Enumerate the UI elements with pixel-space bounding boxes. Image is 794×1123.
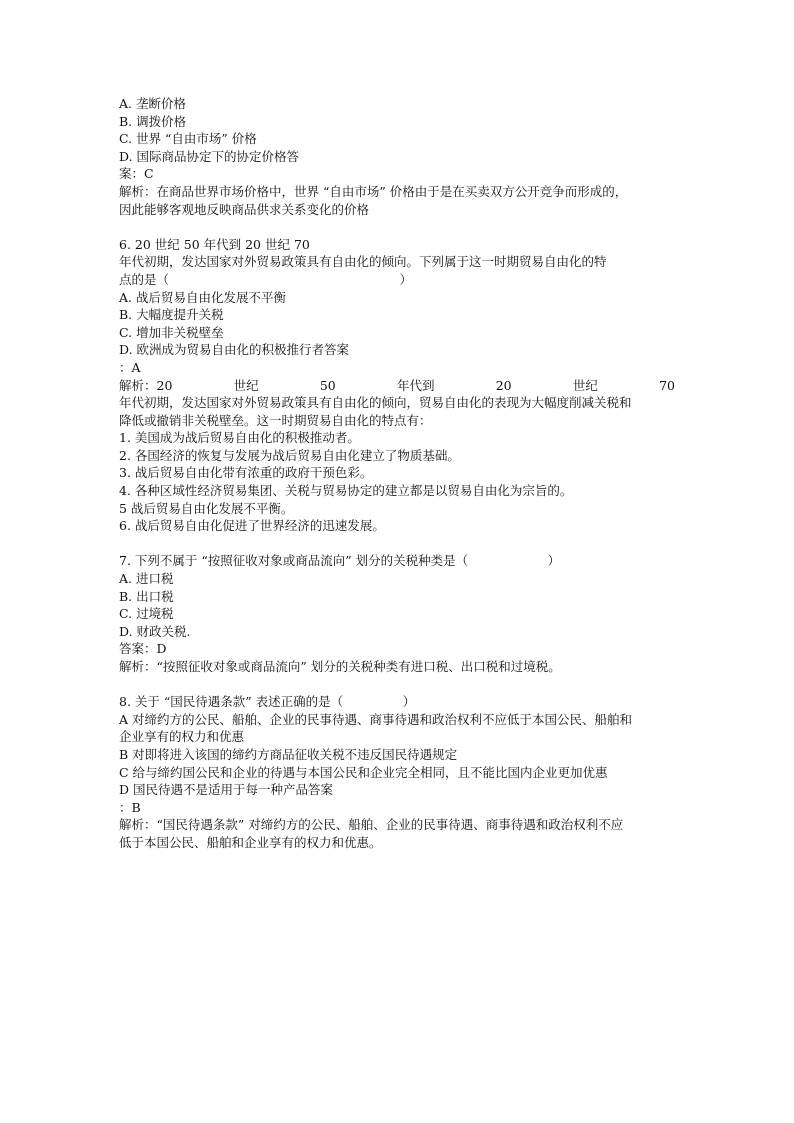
page-content	[119, 95, 675, 852]
q8-option-a-continued: 企业享有的权力和优惠	[119, 729, 245, 745]
q5-analysis-line: 解析：在商品世界市场价格中，世界 “自由市场” 价格由于是在买卖双方公开竞争而形成的，	[119, 183, 628, 199]
q7-option-b: B. 出口税	[119, 588, 174, 604]
q6-analysis-spread-line	[119, 377, 675, 395]
q8-option-c: C 给与缔约国公民和企业的待遇与本国公民和企业完全相同，且不能比国内企业更加优惠	[119, 764, 608, 780]
spread-word: 20	[495, 377, 512, 393]
q6-option-c: C. 增加非关税壁垒	[119, 324, 224, 340]
spacer	[119, 676, 675, 694]
q6-option-b: B. 大幅度提升关税	[119, 307, 224, 323]
q6-analysis-line: 降低或撤销非关税壁垒。这一时期贸易自由化的特点有：	[119, 412, 432, 428]
q6-analysis-point: 3. 战后贸易自由化带有浓重的政府干预色彩。	[119, 465, 373, 481]
q6-analysis-point: 4. 各种区域性经济贸易集团、关税与贸易协定的建立都是以贸易自由化为宗旨的。	[119, 483, 573, 499]
q6-analysis-point: 6. 战后贸易自由化促进了世界经济的迅速发展。	[119, 518, 385, 534]
q7-stem: 7. 下列不属于 “按照征收对象或商品流向” 划分的关税种类是（ ）	[119, 553, 561, 569]
spacer	[119, 218, 675, 236]
q7-option-a: A. 进口税	[119, 571, 174, 587]
q5-answer: 案：C	[119, 166, 154, 182]
q8-option-d: D 国民待遇不是适用于每一种产品答案	[119, 782, 333, 798]
q5-option-c: C. 世界 “自由市场” 价格	[119, 131, 257, 147]
q8-stem: 8. 关于 “国民待遇条款” 表述正确的是（ ）	[119, 694, 416, 710]
spread-word: 世纪	[572, 377, 598, 393]
q5-option-b: B. 调拨价格	[119, 113, 187, 129]
spread-word: 50	[319, 377, 336, 393]
q6-stem-line: 6. 20 世纪 50 年代到 20 世纪 70	[119, 236, 310, 252]
q6-analysis-point: 5 战后贸易自由化发展不平衡。	[119, 500, 294, 516]
q6-option-d: D. 欧洲成为贸易自由化的积极推行者答案	[119, 342, 350, 358]
spread-word: 解析：20	[119, 377, 173, 393]
q8-option-b: B 对即将进入该国的缔约方商品征收关税不违反国民待遇规定	[119, 746, 458, 762]
q7-option-c: C. 过境税	[119, 606, 174, 622]
q6-stem-line: 年代初期，发达国家对外贸易政策具有自由化的倾向。下列属于这一时期贸易自由化的特	[119, 254, 607, 270]
q7-analysis-line: 解析：“按照征收对象或商品流向” 划分的关税种类有进口税、出口税和过境税。	[119, 659, 561, 674]
q8-option-a: A 对缔约方的公民、船舶、企业的民事待遇、商事待遇和政治权利不应低于本国公民、船舶和	[119, 711, 633, 727]
q7-option-d: D. 财政关税.	[119, 623, 191, 639]
q6-analysis-line: 年代初期，发达国家对外贸易政策具有自由化的倾向，贸易自由化的表现为大幅度削减关税和	[119, 395, 632, 411]
q7-answer: 答案：D	[119, 641, 167, 657]
q8-analysis-line: 解析：“国民待遇条款” 对缔约方的公民、船舶、企业的民事待遇、商事待遇和政治权利不应	[119, 817, 624, 833]
q8-answer: ：B	[119, 799, 141, 815]
spread-word: 70	[659, 377, 675, 393]
q6-analysis-point: 2. 各国经济的恢复与发展为战后贸易自由化建立了物质基础。	[119, 447, 460, 463]
q6-analysis-point: 1. 美国成为战后贸易自由化的积极推动者。	[119, 430, 360, 446]
q6-stem-line: 点的是（ ）	[119, 271, 412, 287]
q5-analysis-line: 因此能够客观地反映商品供求关系变化的价格	[119, 201, 370, 217]
q5-option-a: A. 垄断价格	[119, 96, 186, 111]
q6-answer: ：A	[119, 359, 141, 375]
spread-word: 年代到	[396, 377, 435, 393]
q6-option-a: A. 战后贸易自由化发展不平衡	[119, 289, 286, 305]
spread-word: 世纪	[233, 377, 259, 393]
q5-option-d: D. 国际商品协定下的协定价格答	[119, 148, 300, 164]
spacer	[119, 535, 675, 553]
q8-analysis-line: 低于本国公民、船舶和企业享有的权力和优惠。	[119, 834, 382, 850]
